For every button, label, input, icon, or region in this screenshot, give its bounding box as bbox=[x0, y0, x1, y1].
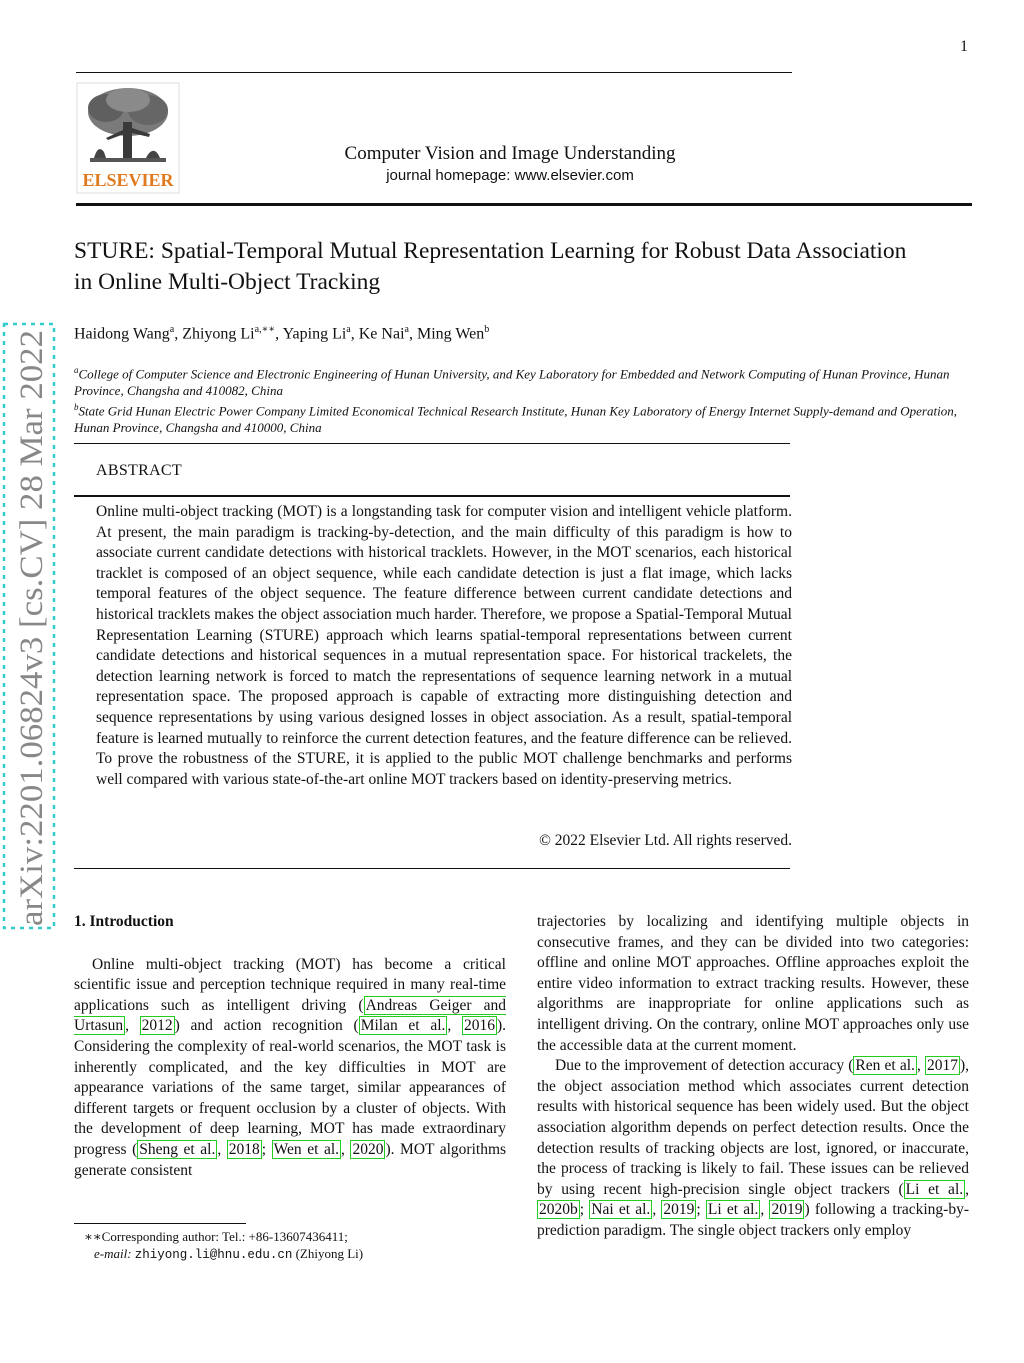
citation-link[interactable]: 2018 bbox=[228, 1140, 260, 1158]
paragraph-text: ) following a tracking-by-prediction paradigm. The single object trackers only employ bbox=[537, 1201, 969, 1239]
citation-link[interactable]: Milan et al. bbox=[360, 1017, 446, 1035]
citation-link[interactable]: 2020b bbox=[539, 1201, 578, 1219]
intro-paragraph-3: Due to the improvement of detection accuracy ( Ren et al. , 2017 ), the object association method which associates current detection results with historical sequence has been widely used. But the object association algorithm depends on perfect detection results. Once the detection results of tracking objects are lost, ignored, or inaccurate, the process of tracking is likely to fail. These issues can be relieved by using recent high-precision single object trackers ( Li et al. , 2020b ; Nai et al. , 2019 ; Li et al. , 2019 ) following a tracking-by-prediction paradigm. The single object trackers only employ bbox=[537, 1057, 970, 1239]
title-line-1: STURE: Spatial-Temporal Mutual Representation Learning for Robust Data Association bbox=[74, 238, 907, 264]
page-number: 1 bbox=[960, 38, 968, 55]
affiliation-mark: b bbox=[74, 402, 79, 413]
arxiv-stamp[interactable] bbox=[0, 320, 72, 932]
header-thick-rule bbox=[76, 203, 972, 206]
citation-link[interactable]: Sheng et al. bbox=[139, 1140, 216, 1158]
abstract-top-rule bbox=[74, 443, 790, 444]
affiliation-text: State Grid Hunan Electric Power Company Limited Economical Technical Research Institute, Hunan Key Laboratory of Energy Internet Supply-demand and Operation, Hunan Province, Changsha and 410000, China bbox=[74, 403, 957, 436]
title-line-2: in Online Multi-Object Tracking bbox=[74, 269, 381, 295]
copyright-notice: © 2022 Elsevier Ltd. All rights reserved. bbox=[539, 832, 792, 849]
email-label: e-mail: bbox=[94, 1246, 132, 1261]
abstract-heading-rule bbox=[74, 495, 790, 497]
citation-link[interactable]: Ren et al. bbox=[855, 1057, 915, 1075]
author-name: Haidong Wang bbox=[74, 325, 170, 343]
citation-link[interactable]: Li et al. bbox=[905, 1180, 964, 1198]
paragraph-text: ), the object association method which associates current detection results with historical sequence has been widely used. But the object association algorithm depends on perfect detection results. Once the detection results of tracking objects are lost, ignored, or inaccurate, the process of tracking is likely to fail. These issues can be relieved by using recent high-precision single object trackers ( bbox=[537, 1057, 970, 1198]
elsevier-wordmark: ELSEVIER bbox=[82, 170, 174, 190]
abstract-bottom-rule bbox=[74, 868, 790, 869]
paragraph-text: ) and action recognition ( bbox=[174, 1017, 359, 1035]
paragraph-text: ). Considering the complexity of real-world scenarios, the MOT task is inherently complicated, and the key difficulties in MOT are appearance variations of the same target, similar appearances of different targets or frequent occlusion by a cluster of objects. With the development of deep learning, MOT has made extraordinary progress ( bbox=[74, 1017, 507, 1158]
citation-link[interactable]: Li et al. bbox=[707, 1201, 759, 1219]
citation-link[interactable]: 2020 bbox=[352, 1140, 384, 1158]
paragraph-text: Online multi-object tracking (MOT) has become a critical scientific issue and perception technique required in many real-time applications such as intelligent driving ( bbox=[74, 955, 506, 1014]
citation-link[interactable]: 2012 bbox=[141, 1017, 173, 1035]
author-name: Yaping Li bbox=[282, 325, 347, 343]
affiliation-a bbox=[74, 362, 974, 399]
top-rule bbox=[76, 72, 792, 73]
paragraph-text: ). MOT algorithms generate consistent bbox=[74, 1140, 507, 1179]
author-name: Zhiyong Li bbox=[182, 325, 255, 343]
author-affil-mark: a bbox=[169, 324, 175, 335]
paper-title bbox=[74, 236, 974, 298]
arxiv-identifier: arXiv:2201.06824v3 [cs.CV] 28 Mar 2022 bbox=[14, 361, 50, 926]
citation-link[interactable]: 2017 bbox=[926, 1057, 958, 1075]
author-name: Ming Wen bbox=[416, 325, 485, 343]
citation-link[interactable]: Nai et al. bbox=[591, 1201, 651, 1219]
journal-homepage[interactable]: journal homepage: www.elsevier.com bbox=[386, 167, 634, 184]
author-affil-mark: a,∗∗ bbox=[254, 324, 276, 335]
author-affil-mark: a bbox=[404, 324, 409, 335]
author-affil-mark: b bbox=[484, 324, 490, 335]
citation-link[interactable]: 2019 bbox=[771, 1201, 803, 1219]
abstract-heading: ABSTRACT bbox=[96, 462, 182, 479]
citation-link[interactable]: Andreas Geiger and Urtasun bbox=[74, 996, 506, 1035]
footnote-name: (Zhiyong Li) bbox=[295, 1246, 364, 1261]
citation-link[interactable]: 2019 bbox=[663, 1201, 695, 1219]
footnote-corresponding-author: ∗∗Corresponding author: Tel.: +86-13607436411; bbox=[84, 1229, 348, 1244]
email-address[interactable]: zhiyong.li@hnu.edu.cn bbox=[134, 1248, 293, 1262]
citation-link[interactable]: Wen et al. bbox=[273, 1140, 340, 1158]
affiliation-b bbox=[74, 399, 974, 436]
affiliation-text: College of Computer Science and Electronic Engineering of Hunan University, and Key Laboratory for Embedded and Network Computing of Hunan Province, Hunan Province, Changsha and 410082, China bbox=[74, 366, 950, 398]
author-name: Ke Nai bbox=[358, 325, 405, 343]
section-heading-introduction: 1. Introduction bbox=[74, 913, 174, 930]
left-column bbox=[74, 912, 506, 1181]
right-column bbox=[537, 912, 969, 1242]
footnote-rule bbox=[74, 1223, 246, 1224]
footnote bbox=[84, 1228, 504, 1264]
intro-paragraph-1: Online multi-object tracking (MOT) has become a critical scientific issue and perception technique required in many real-time applications such as intelligent driving ( Andreas Geiger and Urtasun , 2012 ) and action recognition ( Milan et al. , 2016 ). Considering the complexity of real-world scenarios, the MOT task is inherently complicated, and the key difficulties in MOT are appearance variations of the same target, similar appearances of different targets or frequent occlusion by a cluster of objects. With the development of deep learning, MOT has made extraordinary progress ( Sheng et al. , 2018 ; Wen et al. , 2020 ). MOT algorithms generate consistent bbox=[74, 955, 507, 1179]
paragraph-text: Due to the improvement of detection accuracy ( bbox=[555, 1057, 854, 1075]
abstract-body: Online multi-object tracking (MOT) is a longstanding task for computer vision and intelligent vehicle platform. At present, the main paradigm is tracking-by-detection, and the main difficulty of this paradigm is how to associate current candidate detections with historical tracklets. However, in the MOT scenarios, each historical tracklet is composed of an object sequence, while each candidate detection is just a flat image, which lacks temporal features of the object sequence. The feature difference between current candidate detections and historical tracklets makes the object association much harder. Therefore, we propose a Spatial-Temporal Mutual Representation Learning (STURE) approach which learns spatial-temporal representations between current candidate detections and historical sequences in a mutual representation space. For historical trackelets, the detection learning network is forced to match the representations of sequence learning network in a mutual representation space. The proposed approach is capable of extracting more distinguishing detection and sequence representations by using various designed losses in object association. As a result, spatial-temporal feature is learned mutually to reinforce the current detection features, and the feature difference can be relieved. To prove the robustness of the STURE, it is applied to the public MOT challenge benchmarks and performs well compared with various state-of-the-art online MOT trackers based on identity-preserving metrics. bbox=[96, 503, 792, 788]
intro-paragraph-2: trajectories by localizing and identifying multiple objects in consecutive frames, and they can be divided into two categories: offline and online MOT approaches. Offline approaches exploit the entire video information to extract tracking results. However, these algorithms are inappropriate for online applications such as intelligent driving. On the contrary, online MOT approaches only use the accessible data at the current moment. bbox=[537, 913, 969, 1054]
citation-link[interactable]: 2016 bbox=[463, 1017, 495, 1035]
footnote-email-line bbox=[84, 1245, 504, 1264]
journal-name: Computer Vision and Image Understanding bbox=[344, 143, 676, 164]
affiliation-mark: a bbox=[74, 365, 79, 375]
elsevier-logo bbox=[76, 82, 180, 194]
author-affil-mark: a bbox=[346, 324, 351, 335]
author-list: Haidong Wang$^a$, Zhiyong $Li^{a,∗∗}$, Yaping Li$^a$, Ke Nai$^a$, Ming Wen$^b$ bbox=[74, 324, 490, 343]
affiliations bbox=[74, 362, 974, 437]
